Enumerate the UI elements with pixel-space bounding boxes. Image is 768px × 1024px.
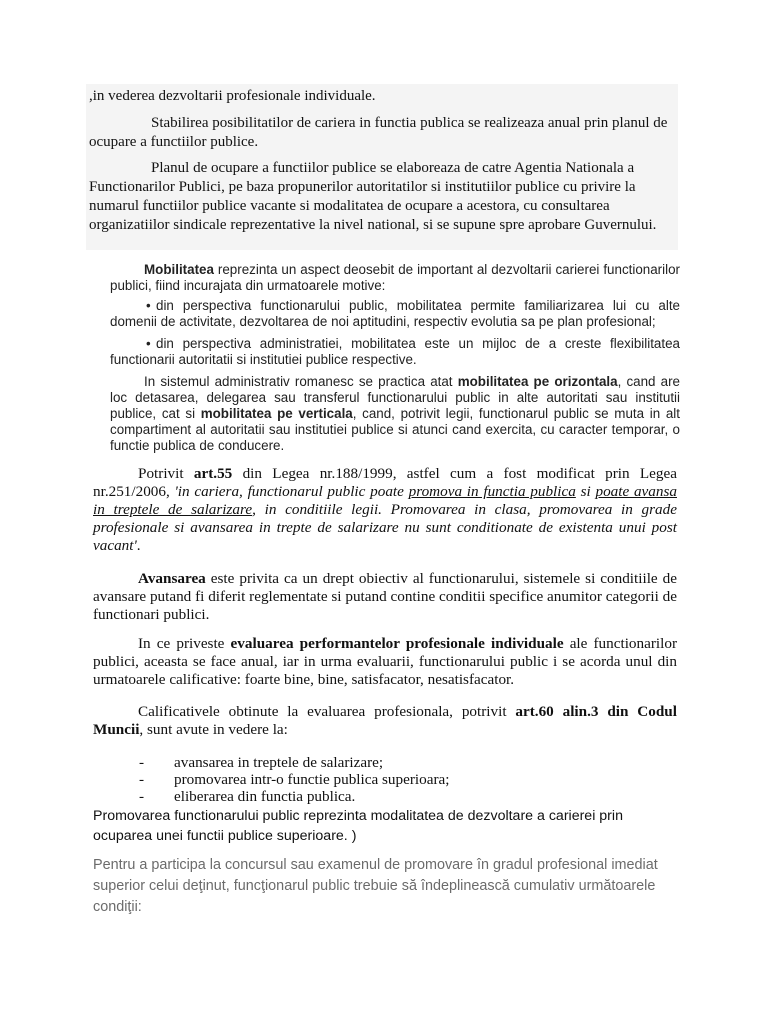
article-ref: art.60 alin.3 din Codul Muncii (93, 703, 677, 738)
mobility-intro (110, 262, 680, 294)
text-run: In sistemul administrativ romanesc se practica atat (144, 374, 458, 389)
promotion-paragraph: Promovarea functionarului public reprezinta modalitatea de dezvoltare a carierei prin ocuparea unei functii publice superioare. ) (93, 808, 623, 844)
ratings-uses-list (139, 754, 450, 805)
dash-marker: - (139, 788, 145, 805)
intro-fragment: ,in vederea dezvoltarii profesionale individuale. (89, 88, 376, 104)
list-item (139, 788, 450, 805)
mobility-bullet-text: din perspectiva administratiei, mobilitatea este un mijloc de a creste flexibilitatea functionarii autoritatii si institutiei publice respective. (110, 336, 680, 367)
list-item-text: eliberarea din functia publica. (174, 788, 356, 805)
quote-run: 'in cariera, functionarul public poate (174, 483, 409, 500)
mobility-intro-text: reprezinta un aspect deosebit de important al dezvoltarii carierei functionarilor publici, fiind incurajata din urmatoarele motive: (110, 262, 680, 293)
list-item-text: promovarea intr-o functie publica superioara; (174, 771, 450, 788)
horizontal-mobility-term: mobilitatea pe orizontala (457, 374, 618, 389)
text-run: , sunt avute in vedere la: (139, 721, 288, 738)
text-run: Potrivit (138, 465, 194, 482)
dash-marker: - (139, 754, 145, 771)
article-ref: art.55 (193, 465, 233, 482)
bullet-icon: • (146, 298, 151, 313)
vertical-mobility-term: mobilitatea pe verticala (200, 406, 353, 421)
quote-underlined: promova in functia publica (408, 483, 576, 500)
text-run: , cand are loc detasarea, delegarea sau transferul functionarului public in alte autoritati sau institutii publice, cat si (110, 374, 681, 421)
text-run: Calificativele obtinute la evaluarea profesionala, potrivit (138, 703, 516, 720)
text-run: , cand, potrivit legii, functionarul public se muta in alt compartiment al autoritatii sau institutiei publice si atunci cand exercita, cu caracter temporar, o functie publica de conducere. (110, 406, 680, 453)
quote-underlined: poate avansa in treptele de salarizare (93, 483, 677, 518)
highlighted-text-block (86, 84, 678, 250)
occupation-plan-paragraph: Planul de ocupare a functiilor publice se elaboreaza de catre Agentia Nationala a Functionarilor Publici, pe baza propunerilor autoritatilor si institutiilor publice cu privire la numarul functiilor publice vacante si modalitatea de ocupare a acestora, cu consultarea organizatiilor sindicale reprezentative la nivel national, si se supune spre aprobare Guvernului. (89, 160, 657, 233)
art55-paragraph (93, 465, 677, 555)
mobility-bullet (110, 336, 680, 368)
bullet-icon: • (146, 336, 151, 351)
list-item-text: avansarea in treptele de salarizare; (174, 754, 384, 771)
quote-run: , in conditiile legii. Promovarea in clasa, promovarea in grade profesionale si avansarea in trepte de salarizare nu sunt conditionate de existenta unui post vacant' (93, 501, 677, 554)
dash-marker: - (139, 771, 145, 788)
scanned-excerpt (110, 256, 682, 453)
career-plan-paragraph: Stabilirea posibilitatilor de cariera in functia publica se realizeaza anual prin planul de ocupare a functiilor publice. (89, 115, 668, 150)
mobility-types-paragraph (110, 374, 680, 454)
advancement-term: Avansarea (138, 570, 206, 587)
advancement-paragraph (93, 570, 677, 624)
list-item (139, 754, 450, 771)
text-run: . (136, 537, 141, 554)
promotion-conditions-paragraph: Pentru a participa la concursul sau examenul de promovare în gradul profesional imediat superior celui deţinut, funcţionarul public trebuie să îndeplinească cumulativ următoarele condiţii: (93, 857, 658, 915)
text-run: este privita ca un drept obiectiv al functionarului, sistemele si conditiile de avansare putand fi diferit reglementate si putand contine conditii specifice anumitor categorii de functionari publici. (93, 570, 677, 623)
mobility-bullet-text: din perspectiva functionarului public, mobilitatea permite familiarizarea lui cu alte domenii de activitate, dezvoltarea de noi aptitudini, respectiv evolutia sa pe plan profesional; (110, 298, 680, 329)
evaluation-term: evaluarea performantelor profesionale individuale (230, 635, 564, 652)
list-item (139, 771, 450, 788)
evaluation-paragraph (93, 635, 677, 689)
text-run: din Legea nr.188/1999, astfel cum a fost modificat prin Legea nr.251/2006, (93, 465, 677, 500)
mobility-term: Mobilitatea (144, 262, 214, 277)
quote-run: si (575, 483, 596, 500)
ratings-paragraph (93, 703, 677, 739)
text-run: ale functionarilor publici, aceasta se face anual, iar in urma evaluarii, functionarului public i se acorda unul din urmatoarele calificative: foarte bine, bine, satisfacator, nesatisfacator. (93, 635, 677, 688)
mobility-bullet (110, 298, 680, 330)
text-run: In ce priveste (138, 635, 231, 652)
